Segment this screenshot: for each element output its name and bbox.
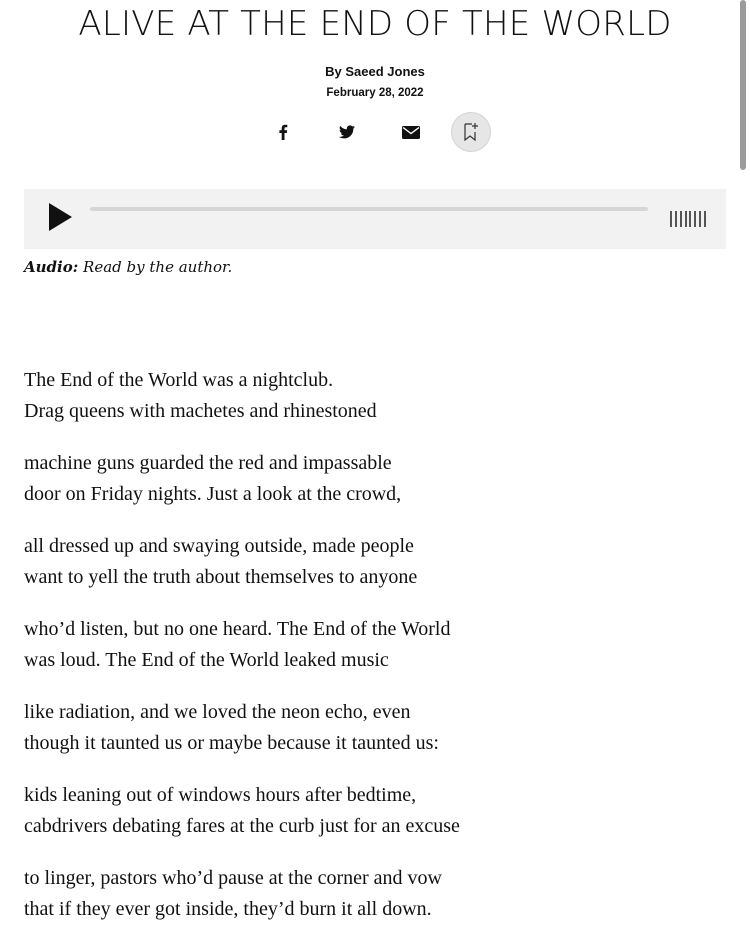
poem-line: Drag queens with machetes and rhinestoned: [24, 400, 377, 422]
volume-bar: [680, 211, 682, 227]
poem-line: like radiation, and we loved the neon echo, even: [24, 701, 411, 723]
poem-line: that if they ever got inside, they’d burn it all down.: [24, 898, 432, 920]
volume-bar: [699, 211, 701, 227]
poem-line: all dressed up and swaying outside, made people: [24, 535, 414, 557]
poem-stanza: [24, 614, 624, 676]
volume-bar: [675, 211, 677, 227]
twitter-icon: [339, 125, 355, 139]
bookmark-button[interactable]: [451, 112, 491, 152]
article-byline[interactable]: By Saeed Jones: [325, 64, 425, 79]
poem-line: want to yell the truth about themselves to anyone: [24, 566, 418, 588]
poem-line: machine guns guarded the red and impassable: [24, 452, 392, 474]
share-bar: [0, 112, 750, 152]
play-icon: [47, 202, 73, 237]
volume-bar: [670, 211, 672, 227]
facebook-icon: [278, 124, 288, 140]
share-facebook-button[interactable]: [263, 112, 303, 152]
email-icon: [402, 126, 420, 139]
poem-line: The End of the World was a nightclub.: [24, 369, 334, 391]
volume-control[interactable]: [670, 209, 706, 229]
poem-line: kids leaning out of windows hours after bedtime,: [24, 784, 417, 806]
volume-bar: [685, 211, 687, 227]
poem-line: to linger, pastors who’d pause at the corner and vow: [24, 867, 442, 889]
poem-line: who’d listen, but no one heard. The End of the World: [24, 618, 451, 640]
volume-bar: [689, 211, 691, 227]
poem-line: was loud. The End of the World leaked music: [24, 649, 389, 671]
poem-body: [24, 365, 624, 946]
volume-bar: [694, 211, 696, 227]
volume-bar: [704, 211, 706, 227]
poem-line: though it taunted us or maybe because it taunted us:: [24, 732, 439, 754]
bookmark-icon: [463, 122, 479, 142]
poem-stanza: [24, 697, 624, 759]
share-twitter-button[interactable]: [327, 112, 367, 152]
audio-caption-text: Read by the author.: [78, 258, 233, 276]
poem-stanza: [24, 531, 624, 593]
poem-stanza: [24, 448, 624, 510]
poem-stanza: [24, 365, 624, 427]
audio-player: [24, 189, 726, 249]
poem-line: door on Friday nights. Just a look at the crowd,: [24, 483, 402, 505]
share-email-button[interactable]: [391, 112, 431, 152]
poem-line: cabdrivers debating fares at the curb just for an excuse: [24, 815, 460, 837]
article-date: February 28, 2022: [326, 87, 424, 99]
play-button[interactable]: [42, 201, 78, 237]
article-title: ALIVE AT THE END OF THE WORLD: [78, 4, 672, 44]
audio-caption-label: Audio:: [24, 258, 79, 276]
audio-caption: [24, 258, 232, 276]
poem-stanza: [24, 863, 624, 925]
poem-stanza: [24, 780, 624, 842]
audio-progress-track[interactable]: [90, 207, 648, 211]
